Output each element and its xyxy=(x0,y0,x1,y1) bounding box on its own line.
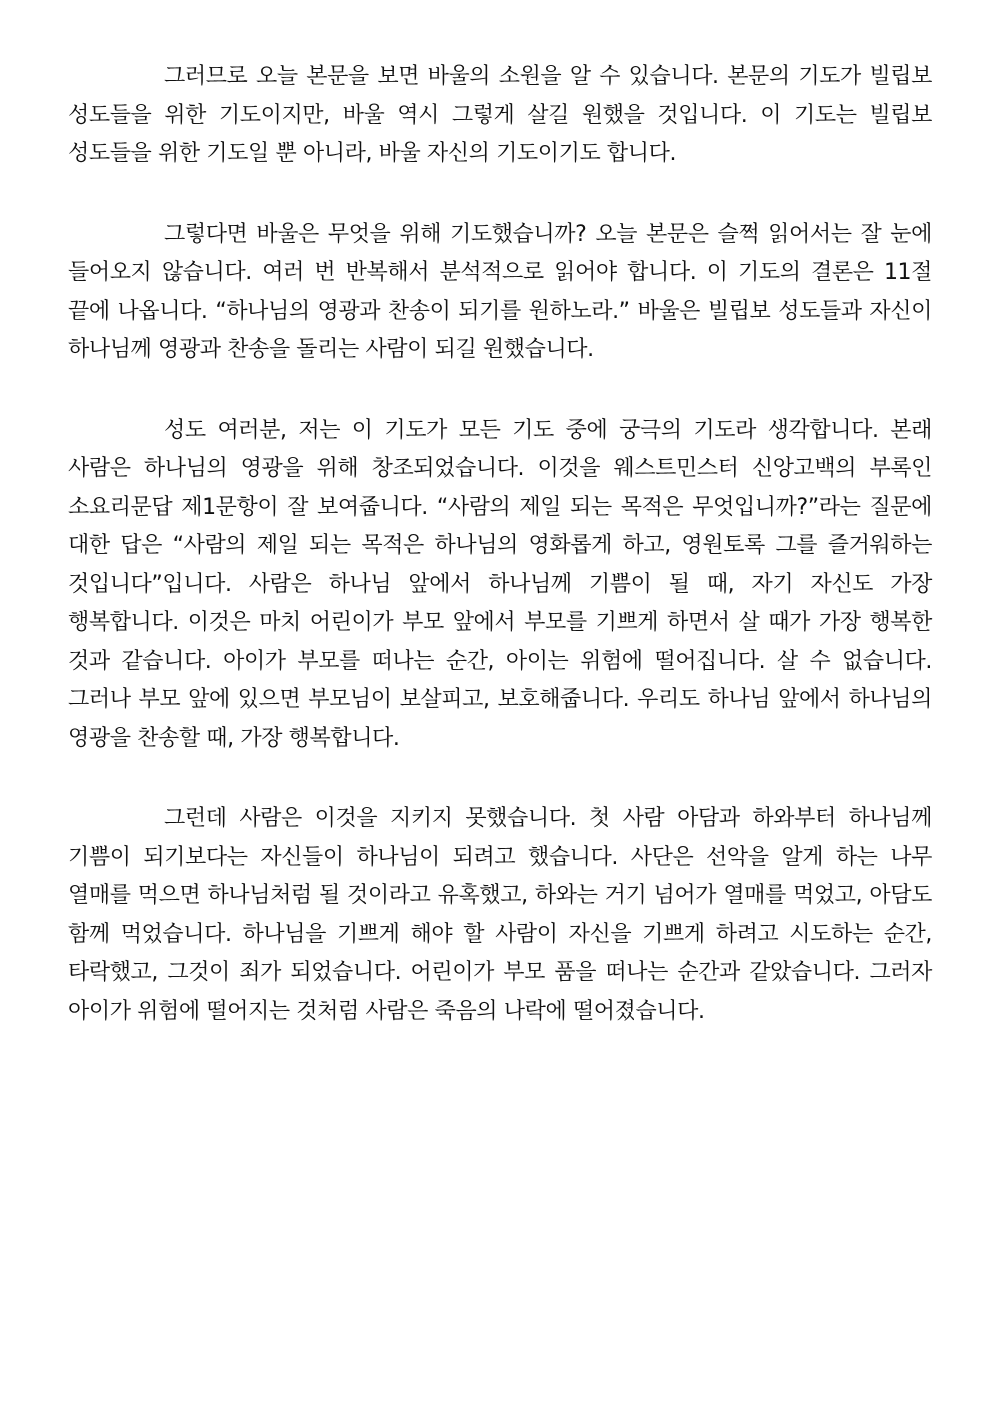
paragraph-3: 성도 여러분, 저는 이 기도가 모든 기도 중에 궁극의 기도라 생각합니다. 본래 사람은 하나님의 영광을 위해 창조되었습니다. 이것을 웨스트민스터 신앙고백의 부록인 소요리문답 제1문항이 잘 보여줍니다. “사람의 제일 되는 목적은 무엇입니까?”라는 질문에 대한 답은 “사람의 제일 되는 목적은 하나님의 영화롭게 하고, 영원토록 그를 즐거워하는 것입니다”입니다. 사람은 하나님 앞에서 하나님께 기쁨이 될 때, 자기 자신도 가장 행복합니다. 이것은 마치 어린이가 부모 앞에서 부모를 기쁘게 하면서 살 때가 가장 행복한 것과 같습니다. 아이가 부모를 떠나는 순간, 아이는 위험에 떨어집니다. 살 수 없습니다. 그러나 부모 앞에 있으면 부모님이 보살피고, 보호해줍니다. 우리도 하나님 앞에서 하나님의 영광을 찬송할 때, 가장 행복합니다. xyxy=(68,417,932,751)
paragraph-1: 그러므로 오늘 본문을 보면 바울의 소원을 알 수 있습니다. 본문의 기도가 빌립보 성도들을 위한 기도이지만, 바울 역시 그렇게 살길 원했을 것입니다. 이 기도는 빌립보 성도들을 위한 기도일 뿐 아니라, 바울 자신의 기도이기도 합니다. xyxy=(68,64,932,166)
document-page xyxy=(68,58,932,1031)
paragraph-4: 그런데 사람은 이것을 지키지 못했습니다. 첫 사람 아담과 하와부터 하나님께 기쁨이 되기보다는 자신들이 하나님이 되려고 했습니다. 사단은 선악을 알게 하는 나무 열매를 먹으면 하나님처럼 될 것이라고 유혹했고, 하와는 거기 넘어가 열매를 먹었고, 아담도 함께 먹었습니다. 하나님을 기쁘게 해야 할 사람이 자신을 기쁘게 하려고 시도하는 순간, 타락했고, 그것이 죄가 되었습니다. 어린이가 부모 품을 떠나는 순간과 같았습니다. 그러자 아이가 위험에 떨어지는 것처럼 사람은 죽음의 나락에 떨어졌습니다. xyxy=(68,806,932,1024)
paragraph-2: 그렇다면 바울은 무엇을 위해 기도했습니까? 오늘 본문은 슬쩍 읽어서는 잘 눈에 들어오지 않습니다. 여러 번 반복해서 분석적으로 읽어야 합니다. 이 기도의 결론은 11절 끝에 나옵니다. “하나님의 영광과 찬송이 되기를 원하노라.” 바울은 빌립보 성도들과 자신이 하나님께 영광과 찬송을 돌리는 사람이 되길 원했습니다. xyxy=(68,221,932,362)
